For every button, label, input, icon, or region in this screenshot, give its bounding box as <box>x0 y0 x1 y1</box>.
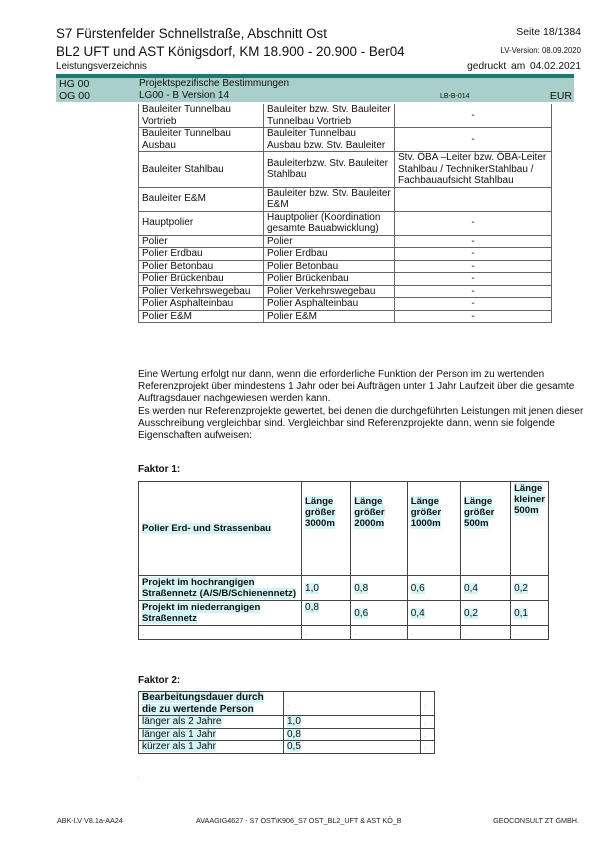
role-cell: Polier <box>139 235 264 248</box>
reference-role-cell: Bauleiterbzw. Stv. Bauleiter Stahlbau <box>264 152 395 188</box>
oeba-role-cell: - <box>395 235 552 248</box>
role-cell: Polier Verkehrswegebau <box>139 285 264 298</box>
faktor2-col3-header: . <box>424 698 427 708</box>
faktor1-value: . <box>354 628 357 637</box>
faktor2-factor-value: 0,8 <box>287 728 301 740</box>
roles-table-row <box>139 260 552 273</box>
faktor1-value: 0,8 <box>305 602 319 613</box>
faktor1-value-cell <box>302 576 351 601</box>
reference-role-cell: Bauleiter Tunnelbau Ausbau bzw. Stv. Bauleiter <box>264 128 395 152</box>
position-code: LB-B-014 <box>440 93 470 100</box>
role-cell: Bauleiter E&M <box>139 187 264 211</box>
faktor1-value: . <box>305 628 308 637</box>
faktor1-row-label: . <box>142 628 145 637</box>
faktor2-duration-label-cell <box>139 728 284 741</box>
faktor1-value: . <box>464 628 467 637</box>
faktor1-value-cell <box>302 626 351 640</box>
faktor2-title: Bearbeitungsdauer durch die zu wertende Person <box>142 692 264 715</box>
oeba-role-cell: - <box>395 298 552 311</box>
faktor2-duration-label-cell <box>139 716 284 729</box>
lv-version: LV-Version: 08.09.2020 <box>500 46 581 55</box>
roles-table-row <box>139 285 552 298</box>
reference-role-cell: Bauleiter bzw. Stv. Bauleiter Tunnelbau Vortrieb <box>264 104 395 128</box>
paragraph-referenzprojekte: Es werden nur Referenzprojekte gewertet, bei denen die durchgeführten Leistungen mit jenen dieser Ausschreibung vergleichbar sind. Vergleichbar sind Referenzprojekte dann, wenn sie folgende Eigenschaften aufweisen: <box>138 406 584 441</box>
oeba-role-cell: - <box>395 285 552 298</box>
faktor2-extra-cell <box>421 716 435 729</box>
reference-role-cell: Polier Brückenbau <box>264 273 395 286</box>
reference-role-cell: Polier <box>264 235 395 248</box>
og-title: LG00 - B Version 14 <box>139 90 230 101</box>
roles-table-row <box>139 248 552 261</box>
faktor1-value: 0,4 <box>464 582 478 594</box>
faktor2-col2-header: . <box>287 698 290 708</box>
faktor1-row <box>139 601 549 626</box>
roles-table-row <box>139 152 552 188</box>
faktor2-row <box>139 716 435 729</box>
faktor2-extra: . <box>424 717 427 726</box>
hg-code: HG 00 <box>59 78 90 90</box>
document-type: Leistungsverzeichnis <box>56 61 147 72</box>
footer-center: AVAAGIG4627 - S7 OST\K906_S7 OST_BL2_UFT & AST KÖ_B <box>196 816 402 825</box>
faktor1-col-header: Länge größer 3000m <box>305 496 336 529</box>
faktor1-value-cell <box>511 626 549 640</box>
faktor1-value-cell <box>461 601 511 626</box>
oeba-role-cell: - <box>395 104 552 128</box>
faktor1-col-header: Länge größer 1000m <box>410 496 442 529</box>
faktor2-factor-value-cell <box>284 716 421 729</box>
hg-title: Projektspezifische Bestimmungen <box>139 78 290 89</box>
faktor1-value: 0,1 <box>514 607 528 619</box>
oeba-role-cell: - <box>395 273 552 286</box>
faktor2-factor-value-cell <box>284 728 421 741</box>
faktor1-value-cell <box>511 576 549 601</box>
roles-table-row <box>139 298 552 311</box>
faktor1-row-label-cell <box>139 626 302 640</box>
faktor1-value-cell <box>461 576 511 601</box>
trailing-mark: . <box>137 771 140 780</box>
faktor1-value-cell <box>351 601 408 626</box>
role-cell: Polier Erdbau <box>139 248 264 261</box>
faktor2-factor-value: 1,0 <box>287 716 301 727</box>
oeba-role-cell: - <box>395 211 552 235</box>
faktor1-value: 0,2 <box>514 582 528 594</box>
faktor1-row <box>139 576 549 601</box>
oeba-role-cell: - <box>395 128 552 152</box>
oeba-role-cell <box>395 187 552 211</box>
reference-role-cell: Polier Erdbau <box>264 248 395 261</box>
faktor1-value: 0,4 <box>410 607 425 619</box>
footer-left: ABK-LV V8.1a-AA24 <box>57 816 123 825</box>
faktor2-factor-value-cell <box>284 741 421 754</box>
faktor1-value-cell <box>407 626 460 640</box>
faktor2-row <box>139 741 435 754</box>
reference-role-cell: Polier Verkehrswegebau <box>264 285 395 298</box>
roles-table <box>138 104 552 323</box>
faktor2-row <box>139 728 435 741</box>
faktor2-factor-value: 0,5 <box>287 741 301 752</box>
roles-table-row <box>139 273 552 286</box>
group-band <box>56 78 574 102</box>
footer-right: GEOCONSULT ZT GMBH. <box>493 816 579 825</box>
faktor1-row-label-cell <box>139 576 302 601</box>
role-cell: Bauleiter Stahlbau <box>139 152 264 188</box>
faktor1-value: 0,6 <box>410 582 425 594</box>
faktor2-duration-label: kürzer als 1 Jahr <box>142 741 216 752</box>
faktor1-col-header: Länge kleiner 500m <box>514 483 545 516</box>
faktor1-value-cell <box>351 626 408 640</box>
faktor1-value-cell <box>407 576 460 601</box>
role-cell: Bauleiter Tunnelbau Ausbau <box>139 128 264 152</box>
role-cell: Polier Brückenbau <box>139 273 264 286</box>
faktor1-value-cell <box>511 601 549 626</box>
faktor2-duration-label: länger als 1 Jahr <box>142 728 216 740</box>
faktor1-value: 0,8 <box>354 582 369 594</box>
paragraph-wertung: Eine Wertung erfolgt nur dann, wenn die erforderliche Funktion der Person im zu wertenden Referenzprojekt über mindestens 1 Jahr oder bei Aufträgen unter 1 Jahr Laufzeit über die gesamte Auftragsdauer nachgewiesen werden kann. <box>138 369 575 404</box>
faktor1-col-header: Länge größer 2000m <box>354 496 385 529</box>
faktor2-extra: . <box>424 742 427 751</box>
reference-role-cell: Polier Betonbau <box>264 260 395 273</box>
faktor2-duration-label: länger als 2 Jahre <box>142 716 222 727</box>
printed-date: gedruckt am 04.02.2021 <box>467 61 581 72</box>
faktor1-value: 0,6 <box>354 607 369 619</box>
faktor1-row-label-cell <box>139 601 302 626</box>
faktor2-header-row <box>139 692 435 716</box>
oeba-role-cell: Stv. ÖBA –Leiter bzw. ÖBA-Leiter Stahlbau / TechnikerStahlbau / Fachbauaufsicht Stahlbau <box>395 152 552 188</box>
roles-table-row <box>139 310 552 323</box>
faktor1-row-label: Projekt im hochrangigen Straßennetz (A/S/B/Schienennetz) <box>142 577 297 599</box>
faktor1-title: Polier Erd- und Strassenbau <box>142 523 272 534</box>
faktor2-extra: . <box>424 729 427 739</box>
oeba-role-cell: - <box>395 260 552 273</box>
project-title-line1: S7 Fürstenfelder Schnellstraße, Abschnitt Ost <box>56 26 327 41</box>
page-number: Seite 18/1384 <box>516 26 581 38</box>
faktor1-value: . <box>410 628 413 637</box>
reference-role-cell: Bauleiter bzw. Stv. Bauleiter E&M <box>264 187 395 211</box>
faktor1-value-cell <box>407 601 460 626</box>
faktor2-label: Faktor 2: <box>138 675 181 686</box>
roles-table-row <box>139 235 552 248</box>
reference-role-cell: Polier E&M <box>264 310 395 323</box>
faktor2-extra-cell <box>421 728 435 741</box>
roles-table-row <box>139 128 552 152</box>
faktor1-row <box>139 626 549 640</box>
faktor1-value-cell <box>302 601 351 626</box>
faktor1-value: . <box>514 628 517 637</box>
faktor1-value: 0,2 <box>464 607 478 619</box>
role-cell: Hauptpolier <box>139 211 264 235</box>
og-code: OG 00 <box>59 90 90 102</box>
faktor1-value: 1,0 <box>305 582 319 594</box>
reference-role-cell: Hauptpolier (Koordination gesamte Bauabwicklung) <box>264 211 395 235</box>
faktor1-row-label: Projekt im niederrangigen Straßennetz <box>142 602 261 624</box>
role-cell: Polier E&M <box>139 310 264 323</box>
faktor1-label: Faktor 1: <box>138 464 181 475</box>
role-cell: Polier Betonbau <box>139 260 264 273</box>
faktor2-extra-cell <box>421 741 435 754</box>
faktor1-value-cell <box>461 626 511 640</box>
faktor1-table <box>138 481 549 640</box>
roles-table-row <box>139 211 552 235</box>
faktor1-value-cell <box>351 576 408 601</box>
roles-table-row <box>139 104 552 128</box>
oeba-role-cell: - <box>395 310 552 323</box>
reference-role-cell: Polier Asphalteinbau <box>264 298 395 311</box>
currency: EUR <box>549 90 572 102</box>
faktor1-col-header: Länge größer 500m <box>464 496 495 529</box>
project-title-line2: BL2 UFT und AST Königsdorf, KM 18.900 - 20.900 - Ber04 <box>56 44 405 59</box>
oeba-role-cell: - <box>395 248 552 261</box>
role-cell: Bauleiter Tunnelbau Vortrieb <box>139 104 264 128</box>
role-cell: Polier Asphalteinbau <box>139 298 264 311</box>
faktor2-table <box>138 691 435 754</box>
faktor2-duration-label-cell <box>139 741 284 754</box>
roles-table-row <box>139 187 552 211</box>
faktor1-header-row <box>139 482 549 576</box>
